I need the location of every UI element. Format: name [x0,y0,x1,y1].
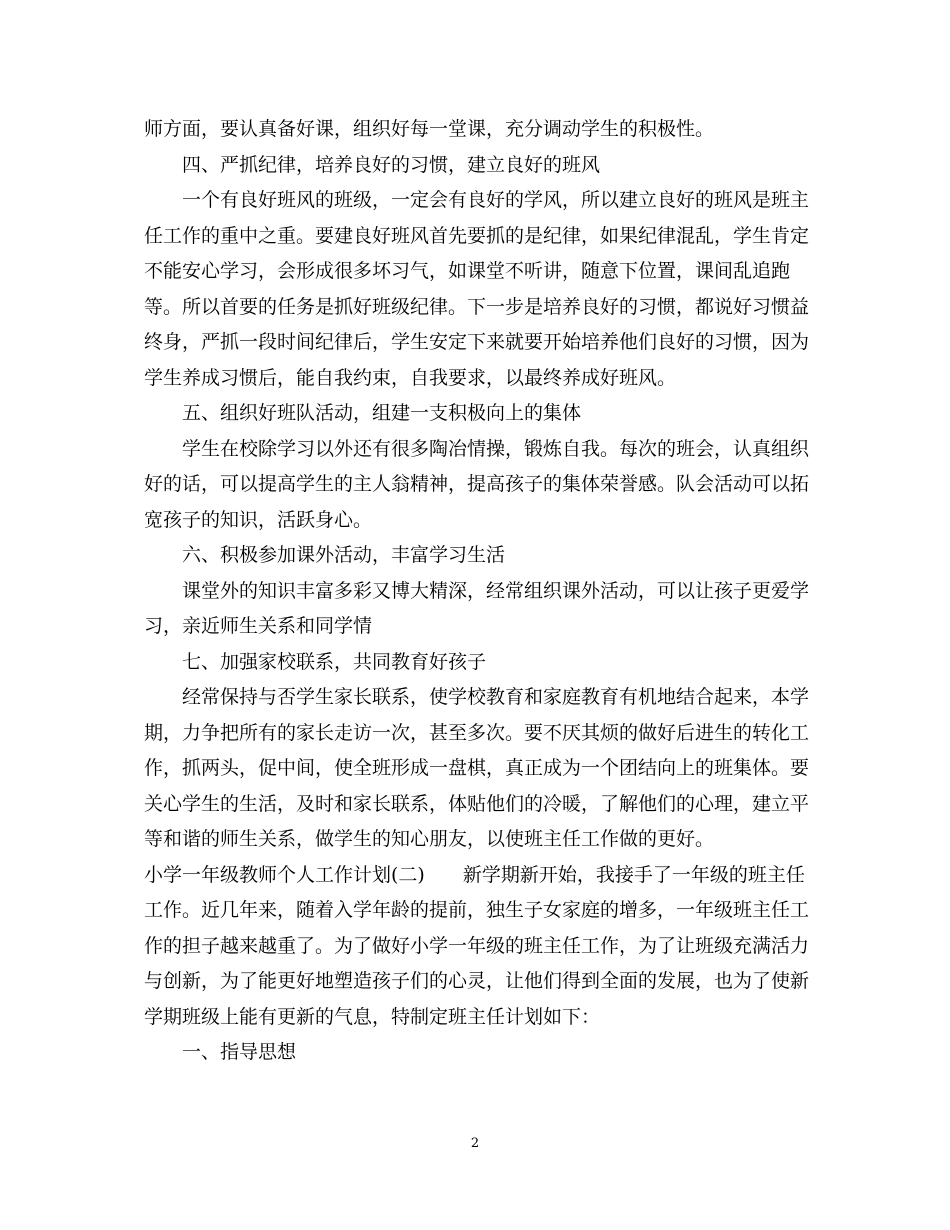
page-number: 2 [470,1136,480,1151]
text-line: 一个有良好班风的班级，一定会有良好的学风，所以建立良好的班风是班主 [182,189,810,211]
text-line: 小学一年级教师个人工作计划(二) 新学期新开始，我接手了一年级的班主任 [144,863,805,886]
section-heading: 七、加强家校联系，共同教育好孩子 [182,650,487,673]
text-line: 等和谐的师生关系，做学生的知心朋友，以使班主任工作做的更好。 [144,828,715,850]
section-heading: 四、严抓纪律，培养良好的习惯，建立良好的班风 [182,153,601,176]
section-heading: 五、组织好班队活动，组建一支积极向上的集体 [182,402,582,424]
text-line: 习，亲近师生关系和同学情 [144,615,373,637]
text-line: 学生养成习惯后，能自我约束，自我要求，以最终养成好班风。 [144,366,677,389]
text-line: 作的担子越来越重了。为了做好小学一年级的班主任工作，为了让班级充满活力 [144,934,810,957]
text-line: 好的话，可以提高学生的主人翁精神，提高孩子的集体荣誉感。队会活动可以拓 [144,473,810,495]
section-heading: 六、积极参加课外活动，丰富学习生活 [182,544,506,566]
text-line: 经常保持与否学生家长联系，使学校教育和家庭教育有机地结合起来，本学 [182,686,810,708]
text-line: 等。所以首要的任务是抓好班级纪律。下一步是培养良好的习惯，都说好习惯益 [144,295,810,318]
text-line: 任工作的重中之重。要建良好班风首先要抓的是纪律，如果纪律混乱，学生肯定 [144,224,810,247]
text-line: 宽孩子的知识，活跃身心。 [144,508,373,531]
text-line: 与创新，为了能更好地塑造孩子们的心灵，让他们得到全面的发展，也为了使新 [144,970,810,992]
text-line: 工作。近几年来，随着入学年龄的提前，独生子女家庭的增多，一年级班主任工 [144,899,810,921]
text-line: 不能安心学习，会形成很多坏习气，如课堂不听讲，随意下位置，课间乱追跑 [144,260,791,282]
text-line: 师方面，要认真备好课，组织好每一堂课，充分调动学生的积极性。 [144,118,715,140]
text-line: 期，力争把所有的家长走访一次，甚至多次。要不厌其烦的做好后进生的转化工 [144,721,810,744]
text-line: 终身，严抓一段时间纪律后，学生安定下来就要开始培养他们良好的习惯，因为 [144,331,810,353]
text-line: 课堂外的知识丰富多彩又博大精深，经常组织课外活动，可以让孩子更爱学 [182,579,810,602]
section-heading: 一、指导思想 [182,1041,297,1063]
text-line: 学期班级上能有更新的气息，特制定班主任计划如下： [144,1005,601,1028]
body-text [144,112,814,1071]
text-line: 作，抓两头，促中间，使全班形成一盘棋，真正成为一个团结向上的班集体。要 [144,757,810,779]
text-line: 关心学生的生活，及时和家长联系，体贴他们的冷暖，了解他们的心理，建立平 [144,792,810,815]
text-line: 学生在校除学习以外还有很多陶冶情操，锻炼自我。每次的班会，认真组织 [182,437,810,460]
